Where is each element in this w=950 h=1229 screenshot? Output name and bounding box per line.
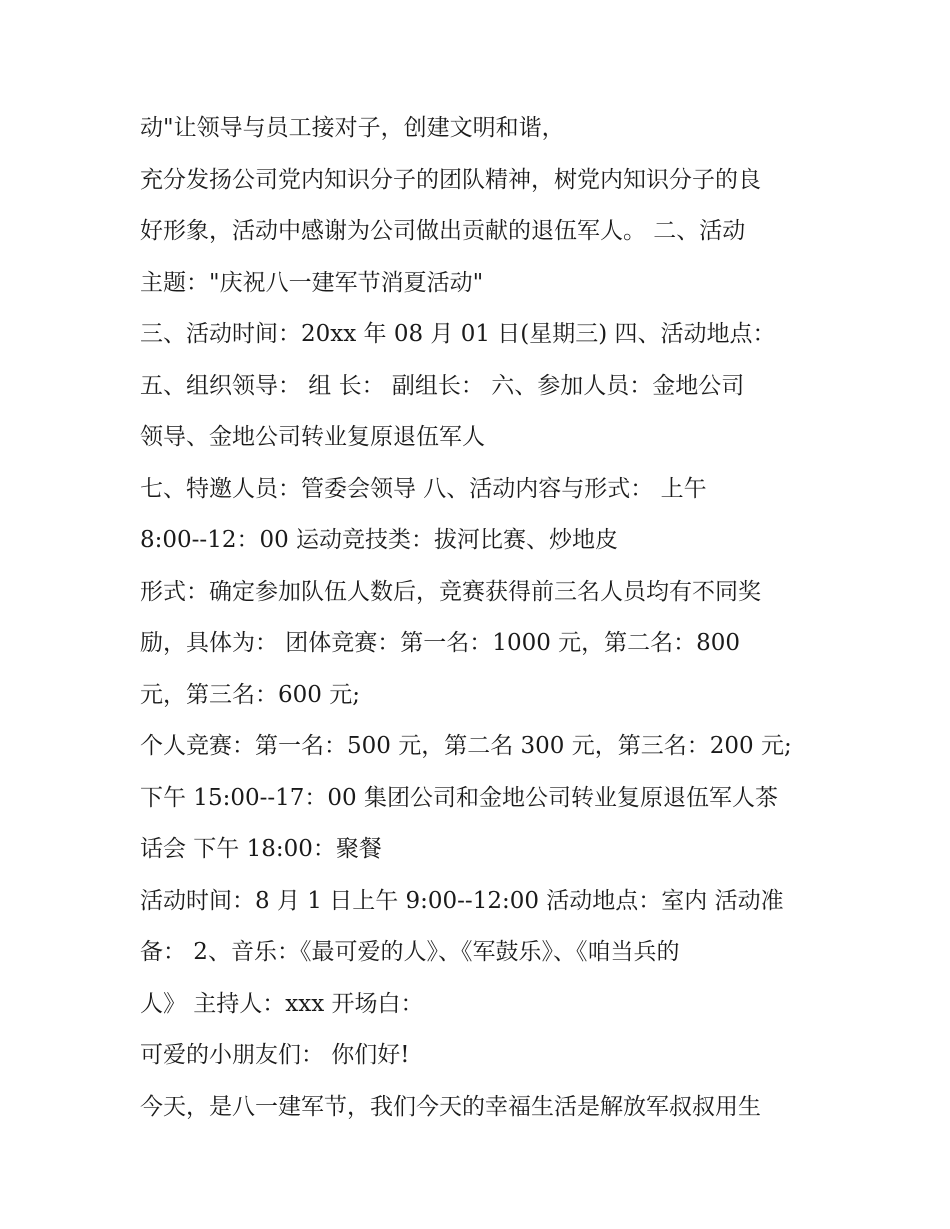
text-line: 备： 2、音乐：《最可爱的人》、《军鼓乐》、《咱当兵的 (140, 939, 680, 965)
text-line: 形式：确定参加队伍人数后，竞赛获得前三名人员均有不同奖 (140, 578, 761, 605)
text-line: 三、活动时间：20xx 年 08 月 01 日(星期三) 四、活动地点： (140, 321, 776, 347)
text-line: 好形象，活动中感谢为公司做出贡献的退伍军人。 二、活动 (140, 218, 746, 244)
text-line: 七、特邀人员：管委会领导 八、活动内容与形式： 上午 (140, 475, 707, 502)
text-line: 主题："庆祝八一建军节消夏活动" (140, 269, 484, 296)
text-line: 人》 主持人：xxx 开场白： (140, 990, 424, 1017)
text-line: 今天，是八一建军节，我们今天的幸福生活是解放军叔叔用生 (140, 1093, 761, 1120)
body-text (140, 103, 830, 1133)
text-line: 充分发扬公司党内知识分子的团队精神，树党内知识分子的良 (140, 166, 761, 193)
text-line: 活动时间：8 月 1 日上午 9:00--12:00 活动地点：室内 活动准 (140, 887, 784, 914)
text-line: 元，第三名：600 元; (140, 681, 360, 708)
text-line: 可爱的小朋友们： 你们好! (140, 1042, 410, 1068)
text-line: 下午 15:00--17：00 集团公司和金地公司转业复原退伍军人茶 (140, 784, 778, 811)
text-line: 个人竞赛：第一名：500 元，第二名 300 元，第三名：200 元; (140, 733, 792, 759)
text-line: 领导、金地公司转业复原退伍军人 (140, 424, 485, 450)
text-line: 五、组织领导： 组 长： 副组长： 六、参加人员：金地公司 (140, 372, 745, 399)
text-line: 动"让领导与员工接对子，创建文明和谐， (140, 115, 565, 141)
text-line: 励，具体为： 团体竞赛：第一名：1000 元，第二名：800 (140, 630, 741, 656)
text-line: 8:00--12：00 运动竞技类：拔河比赛、炒地皮 (140, 527, 619, 553)
text-line: 话会 下午 18:00：聚餐 (140, 836, 382, 862)
